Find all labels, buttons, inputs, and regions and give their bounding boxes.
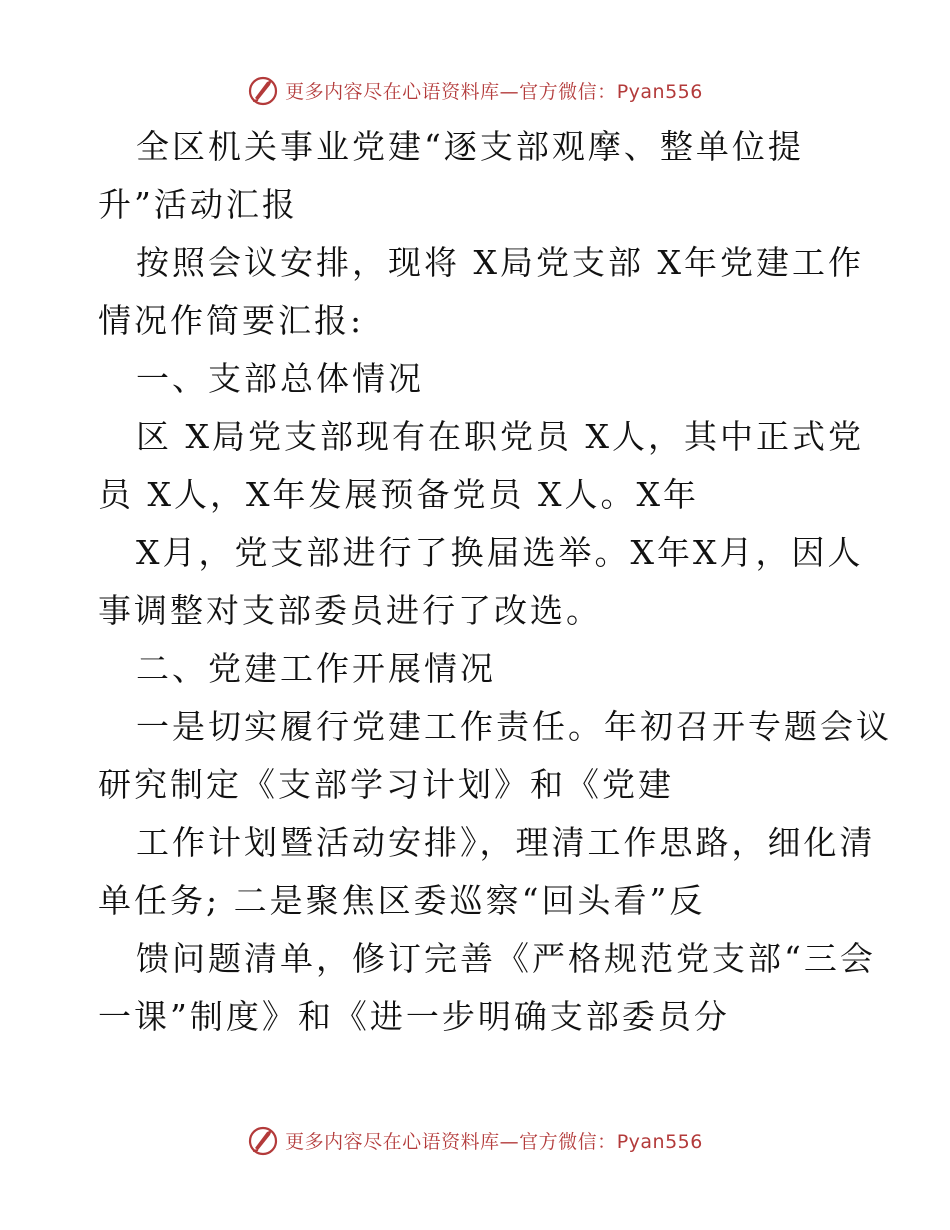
watermark-wechat-label: 官方微信：: [519, 1130, 617, 1153]
doc-line-4: 情况作简要汇报:: [98, 301, 365, 340]
doc-line-3: 按照会议安排，现将 X局党支部 X年党建工作: [136, 243, 864, 282]
watermark-separator: —: [499, 80, 520, 103]
doc-line-13: 工作计划暨活动安排》，理清工作思路，细化清: [136, 823, 876, 862]
watermark-main-text: 更多内容尽在心语资料库: [285, 1130, 500, 1153]
doc-line-5: 一、支部总体情况: [136, 359, 424, 398]
watermark-text: [285, 1127, 703, 1154]
document-body: [98, 118, 892, 1046]
watermark-separator: —: [499, 1130, 520, 1153]
doc-line-15: 馈问题清单，修订完善《严格规范党支部“三会: [136, 939, 876, 978]
doc-line-14: 单任务; 二是聚焦区委巡察“回头看”反: [98, 881, 706, 920]
doc-line-9: 事调整对支部委员进行了改选。: [98, 591, 602, 630]
quill-logo-icon: [247, 1124, 279, 1156]
doc-line-7: 员 X人，X年发展预备党员 X人。X年: [98, 475, 699, 514]
watermark-text: [285, 77, 703, 104]
footer-watermark: [0, 1120, 950, 1160]
doc-line-16: 一课”制度》和《进一步明确支部委员分: [98, 997, 730, 1036]
watermark-main-text: 更多内容尽在心语资料库: [285, 80, 500, 103]
header-watermark: [0, 70, 950, 110]
watermark-wechat-id: Pyan556: [616, 1130, 703, 1153]
doc-line-2: 升”活动汇报: [98, 185, 298, 224]
doc-line-6: 区 X局党支部现有在职党员 X人，其中正式党: [136, 417, 864, 456]
doc-line-12: 研究制定《支部学习计划》和《党建: [98, 765, 674, 804]
quill-logo-icon: [247, 74, 279, 106]
doc-line-8: X月，党支部进行了换届选举。X年X月，因人: [136, 533, 864, 572]
watermark-wechat-label: 官方微信：: [519, 80, 617, 103]
watermark-wechat-id: Pyan556: [616, 80, 703, 103]
doc-line-10: 二、党建工作开展情况: [136, 649, 496, 688]
doc-line-11: 一是切实履行党建工作责任。年初召开专题会议: [136, 707, 892, 746]
doc-line-1: 全区机关事业党建“逐支部观摩、整单位提: [136, 127, 804, 166]
